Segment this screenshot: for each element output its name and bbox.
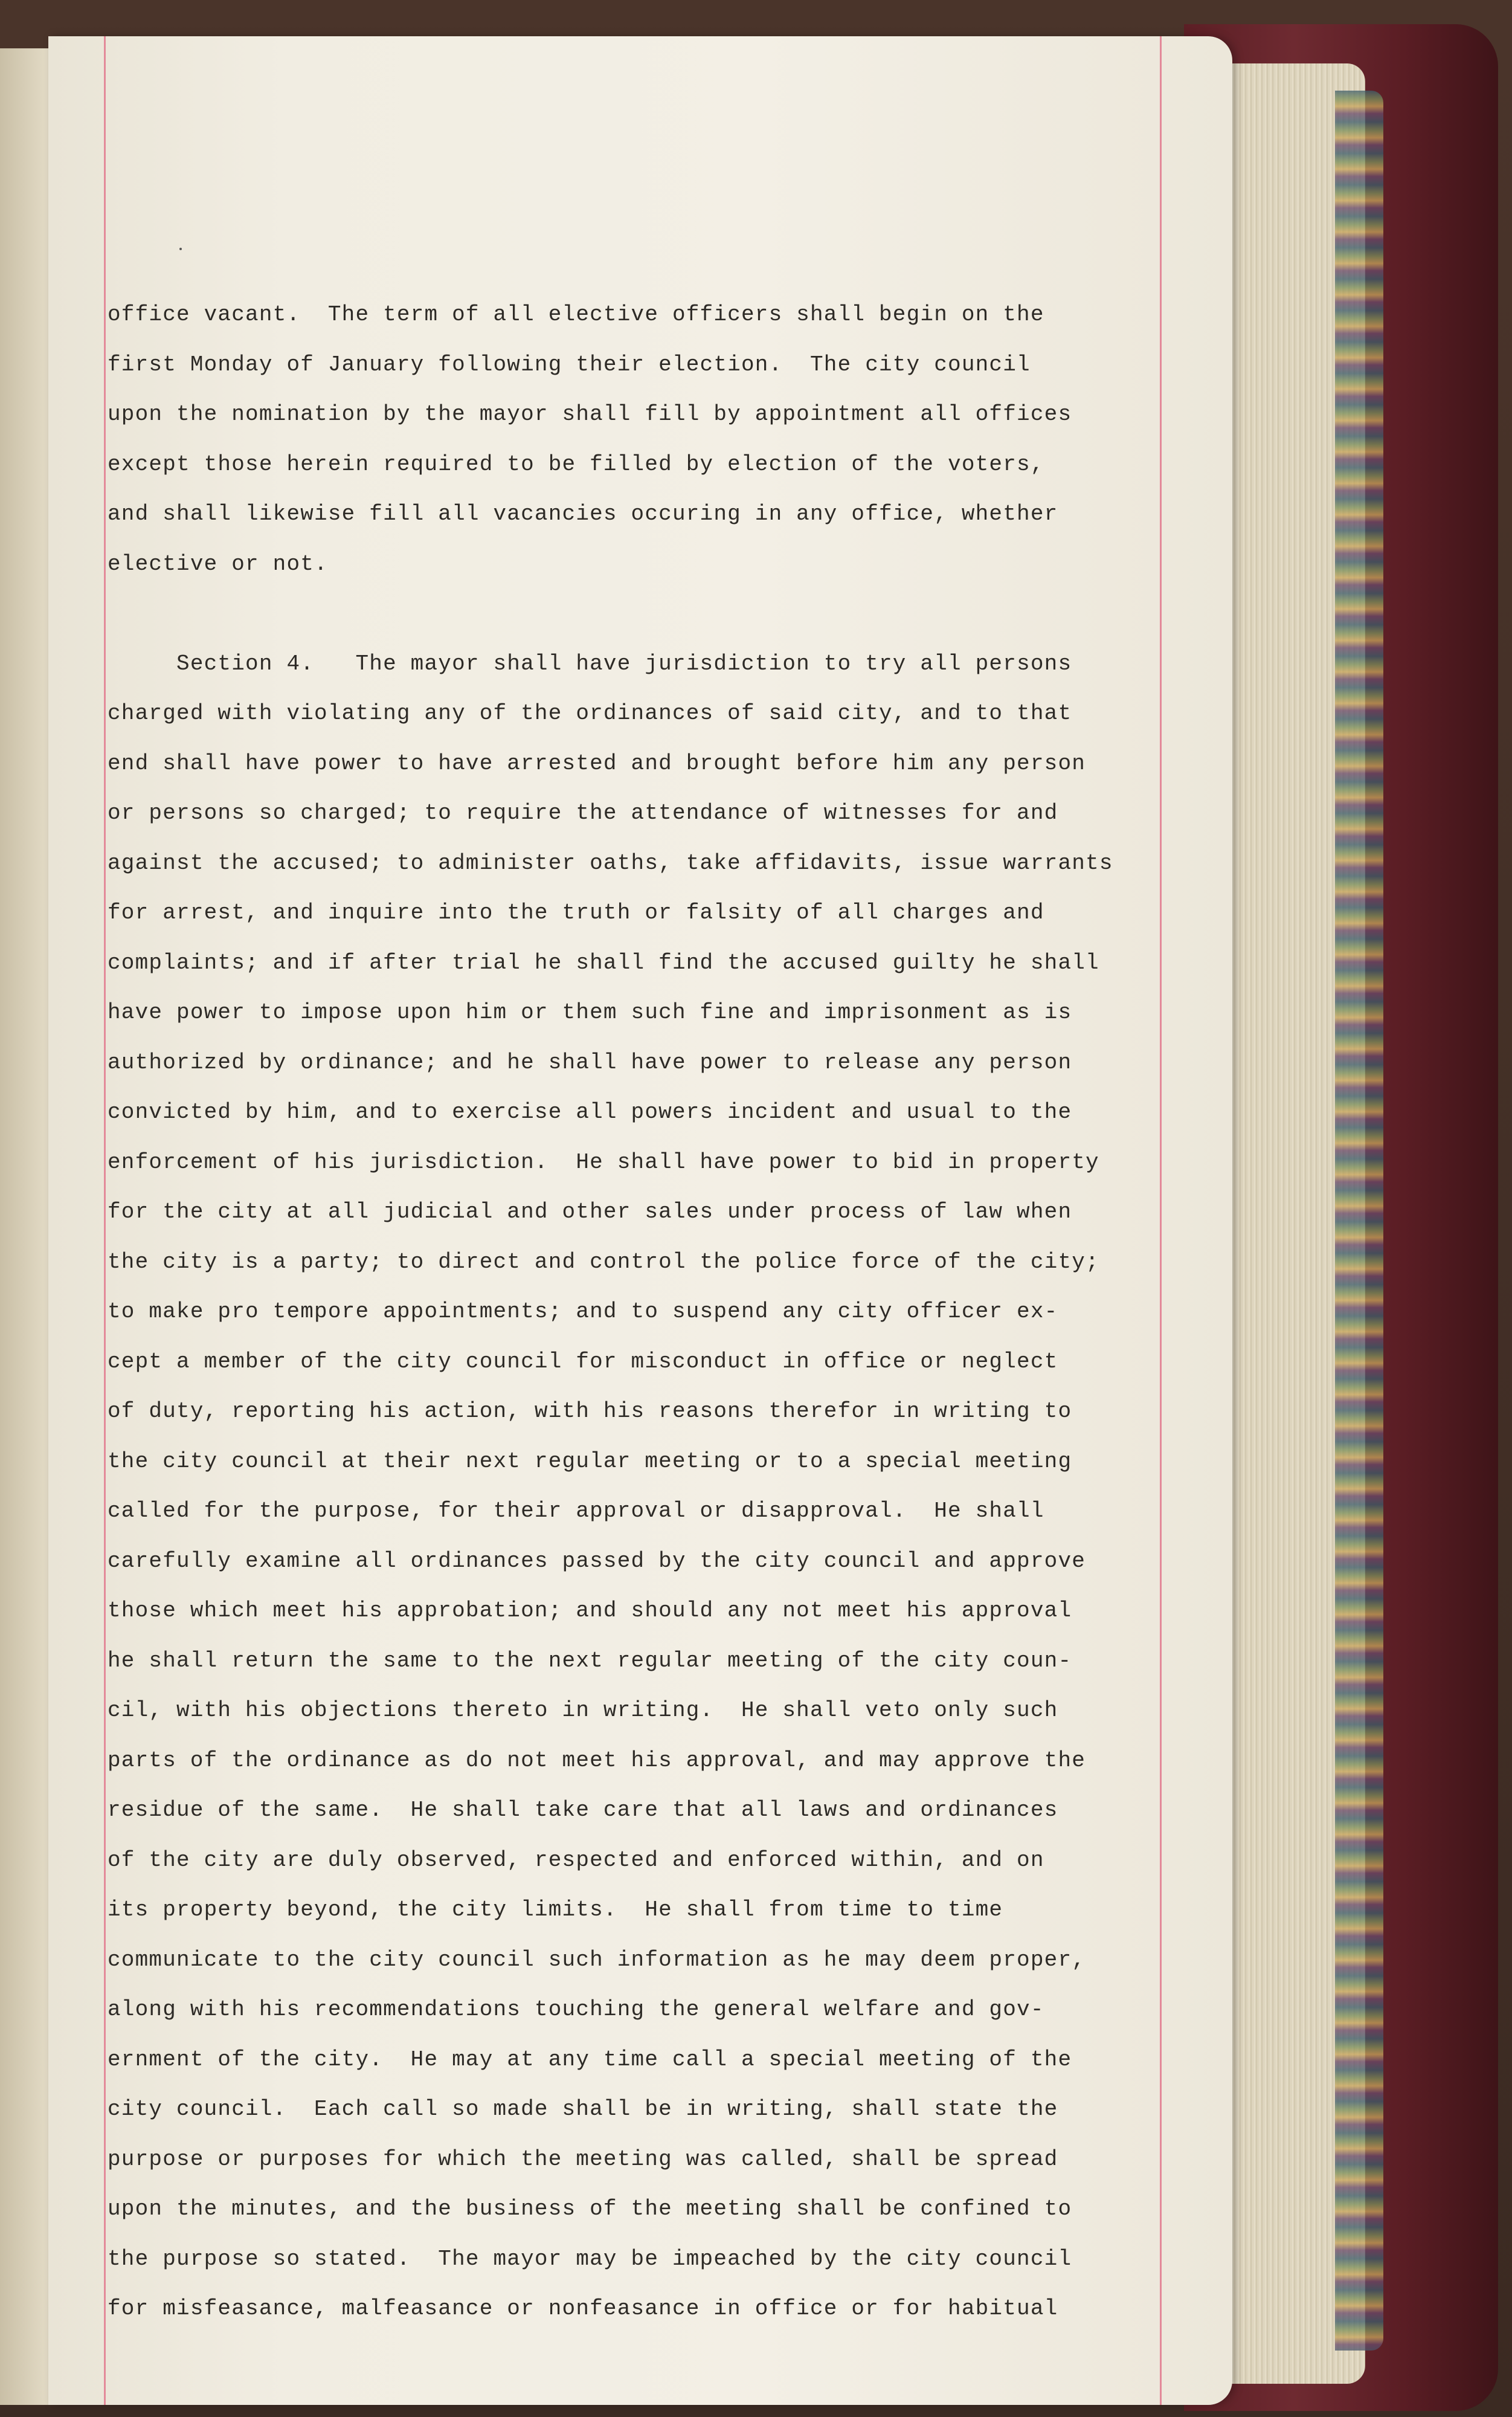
text-line: office vacant. The term of all elective officers shall begin on the: [108, 302, 1044, 327]
text-line: residue of the same. He shall take care that all laws and ordinances: [108, 1798, 1058, 1822]
text-line: against the accused; to administer oaths, take affidavits, issue warrants: [108, 850, 1113, 876]
text-line: enforcement of his jurisdiction. He shall have power to bid in property: [108, 1149, 1099, 1175]
text-line: or persons so charged; to require the attendance of witnesses for and: [108, 801, 1058, 825]
text-line: its property beyond, the city limits. He shall from time to time: [108, 1897, 1003, 1922]
text-line: have power to impose upon him or them such fine and imprisonment as is: [108, 1000, 1072, 1025]
text-line: of duty, reporting his action, with his reasons therefor in writing to: [108, 1399, 1072, 1424]
page-speck: [179, 248, 182, 250]
text-line: ernment of the city. He may at any time call a special meeting of the: [108, 2047, 1072, 2072]
text-line: the purpose so stated. The mayor may be impeached by the city council: [108, 2246, 1072, 2271]
text-line: convicted by him, and to exercise all powers incident and usual to the: [108, 1100, 1072, 1125]
section-heading-line: Section 4. The mayor shall have jurisdiction to try all persons: [108, 651, 1072, 676]
text-line: first Monday of January following their election. The city council: [108, 352, 1031, 377]
text-line: carefully examine all ordinances passed by the city council and approve: [108, 1548, 1086, 1573]
text-line: elective or not.: [108, 551, 328, 576]
text-line: complaints; and if after trial he shall find the accused guilty he shall: [108, 950, 1099, 975]
text-line: the city council at their next regular meeting or to a special meeting: [108, 1448, 1072, 1474]
text-line: the city is a party; to direct and control the police force of the city;: [108, 1249, 1099, 1274]
text-line: communicate to the city council such information as he may deem proper,: [108, 1947, 1086, 1972]
text-line: and shall likewise fill all vacancies occuring in any office, whether: [108, 502, 1058, 526]
text-line: for arrest, and inquire into the truth or falsity of all charges and: [108, 900, 1044, 925]
text-line: end shall have power to have arrested and brought before him any person: [108, 750, 1086, 776]
left-margin-rule: [104, 36, 106, 2405]
text-line: to make pro tempore appointments; and to suspend any city officer ex-: [108, 1299, 1058, 1324]
typed-text-block: [108, 290, 1177, 2334]
text-line: cil, with his objections thereto in writing. He shall veto only such: [108, 1698, 1058, 1723]
text-line: along with his recommendations touching the general welfare and gov-: [108, 1997, 1044, 2022]
text-line: cept a member of the city council for misconduct in office or neglect: [108, 1349, 1058, 1374]
text-line: those which meet his approbation; and should any not meet his approval: [108, 1598, 1072, 1623]
text-line: for the city at all judicial and other sales under process of law when: [108, 1199, 1072, 1224]
text-line: except those herein required to be filled by election of the voters,: [108, 451, 1044, 477]
text-line: city council. Each call so made shall be in writing, shall state the: [108, 2097, 1058, 2122]
text-line: upon the minutes, and the business of the meeting shall be confined to: [108, 2196, 1072, 2221]
text-line: called for the purpose, for their approval or disapproval. He shall: [108, 1499, 1044, 1523]
text-line: charged with violating any of the ordinances of said city, and to that: [108, 701, 1072, 726]
text-line: purpose or purposes for which the meeting was called, shall be spread: [108, 2146, 1058, 2172]
blank-line: [108, 589, 1177, 639]
text-line: authorized by ordinance; and he shall have power to release any person: [108, 1050, 1072, 1075]
text-line: upon the nomination by the mayor shall fill by appointment all offices: [108, 402, 1072, 427]
text-line: parts of the ordinance as do not meet his approval, and may approve the: [108, 1747, 1086, 1773]
text-line: of the city are duly observed, respected and enforced within, and on: [108, 1847, 1044, 1873]
text-line: for misfeasance, malfeasance or nonfeasance in office or for habitual: [108, 2296, 1058, 2321]
text-line: he shall return the same to the next regular meeting of the city coun-: [108, 1648, 1072, 1673]
marbled-edge: [1335, 91, 1383, 2351]
